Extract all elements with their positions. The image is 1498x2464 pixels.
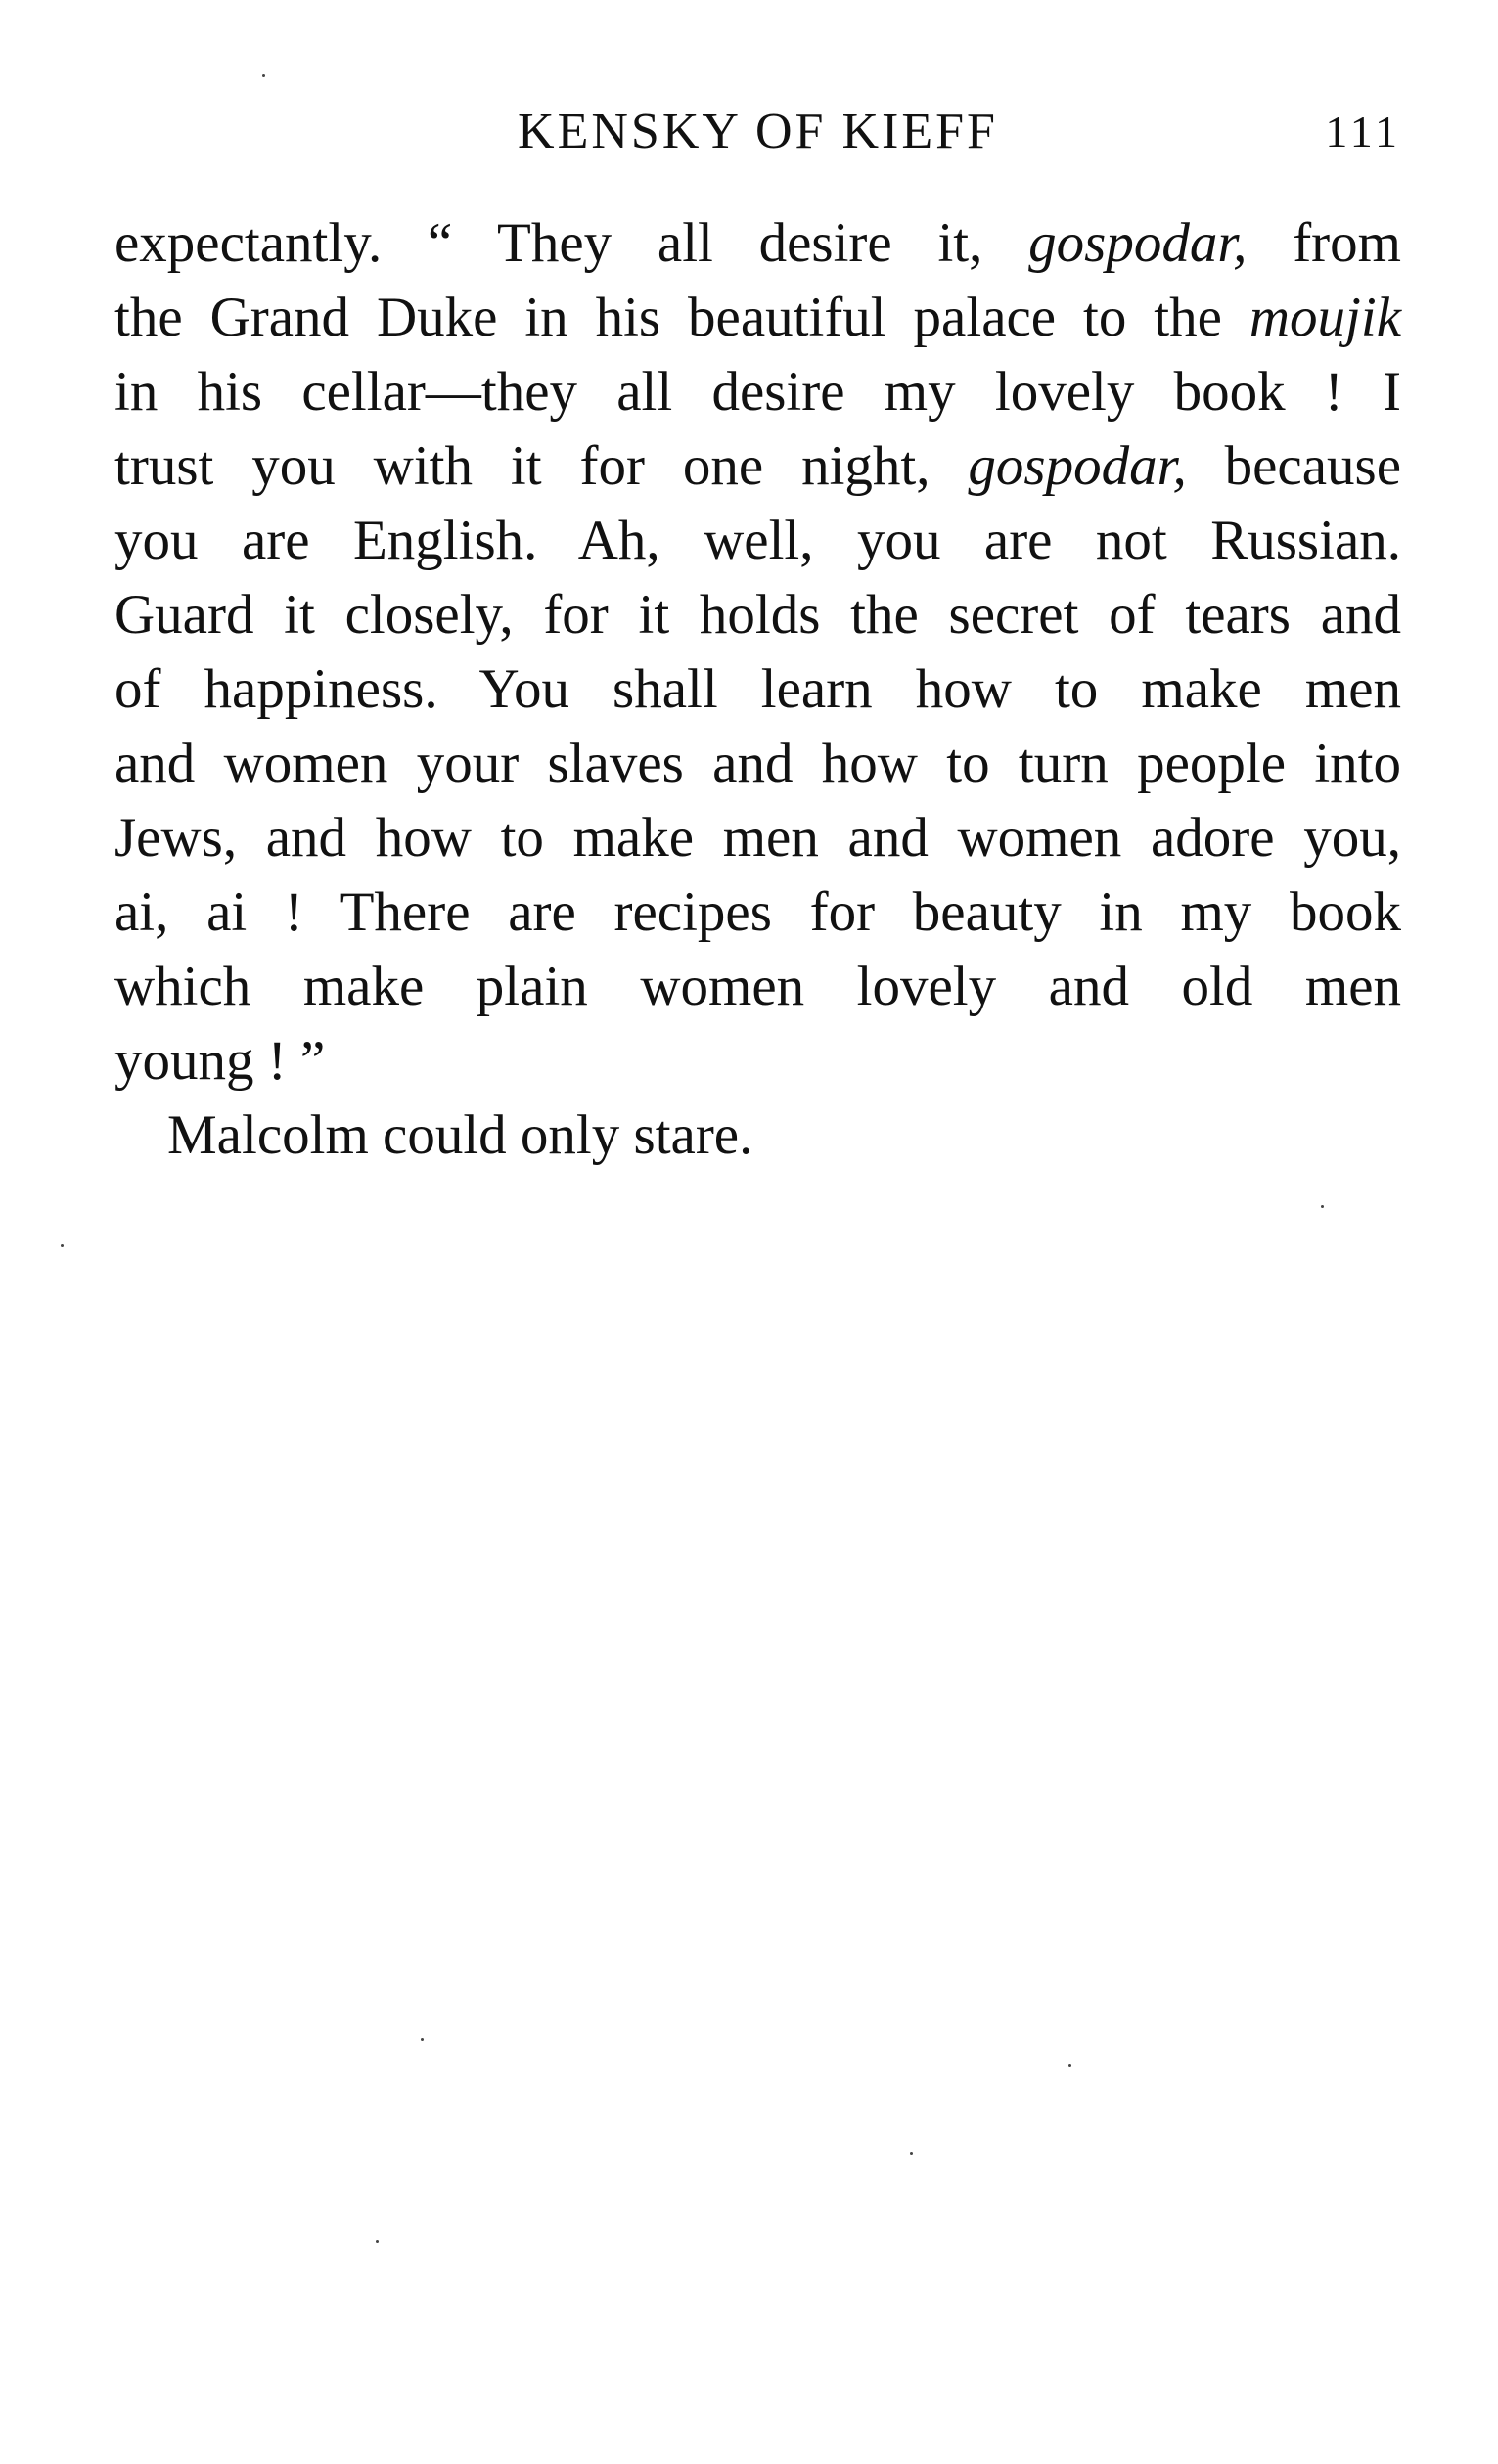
paper-speck <box>421 2038 424 2041</box>
text-line: trust you with it for one night, gospodar, because <box>114 435 1401 497</box>
body-text <box>114 206 1401 1173</box>
text-line: you are English. Ah, well, you are not Russian. <box>114 510 1401 571</box>
text-line: in his cellar—they all desire my lovely book ! I <box>114 361 1401 423</box>
text-line: of happiness. You shall learn how to make men <box>114 658 1401 720</box>
text-line: ai, ai ! There are recipes for beauty in my book <box>114 881 1401 943</box>
text-line: Guard it closely, for it holds the secret of tears and <box>114 584 1401 646</box>
paper-speck <box>1321 1205 1324 1208</box>
paper-speck <box>61 1244 64 1247</box>
paper-speck <box>262 74 265 77</box>
page-number: 111 <box>1325 107 1401 157</box>
text-line: and women your slaves and how to turn people into <box>114 733 1401 794</box>
text-line: young ! ” <box>114 1030 326 1092</box>
text-line: Jews, and how to make men and women adore you, <box>114 807 1401 869</box>
running-title: KENSKY OF KIEFF <box>518 104 998 159</box>
paper-speck <box>910 2152 913 2155</box>
text-line: expectantly. “ They all desire it, gospodar, from <box>114 212 1401 274</box>
text-line: which make plain women lovely and old men <box>114 956 1401 1017</box>
page-header <box>114 98 1401 166</box>
text-line: the Grand Duke in his beautiful palace to the moujik <box>114 287 1401 348</box>
paper-speck <box>376 2240 379 2243</box>
text-line: Malcolm could only stare. <box>167 1104 753 1166</box>
paper-speck <box>1068 2064 1071 2067</box>
